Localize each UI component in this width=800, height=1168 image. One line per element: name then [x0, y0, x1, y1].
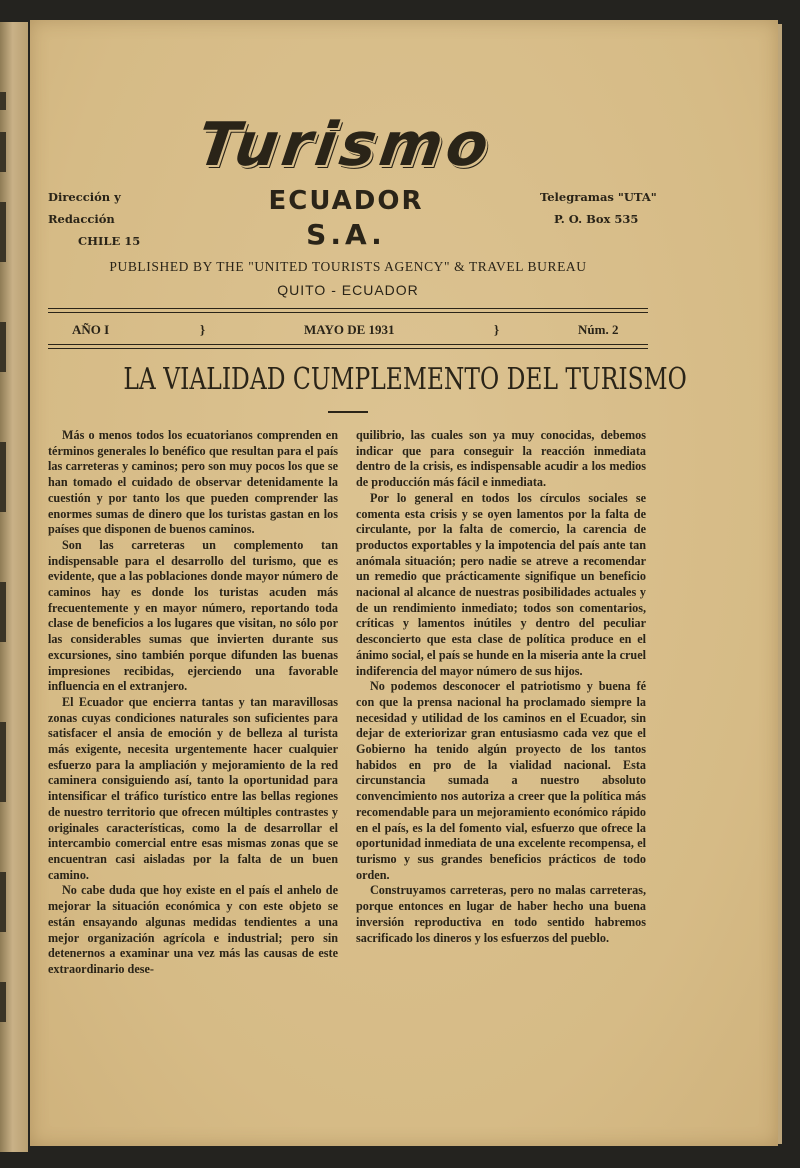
editorial-address — [48, 186, 178, 252]
binding-mark — [0, 982, 6, 1022]
paragraph: El Ecuador que encierra tantas y tan maravillosas zonas cuyas condiciones naturales son suficientes para satisfacer el ansia de emoción y de belleza al turista más exigente, necesita urgentemente hacer cualquier esfuerzo para la ampliación y mejoramiento de la red caminera consiguiendo así, tanto la oportunidad para intensificar el tráfico turístico entre las bellas regiones de nuestro territorio que ofrecen múltiples contrastes y originales características, como la de desarrollar el intercambio comercial entre esas mismas zonas que se encuentran casi aisladas por la falta de un buen camino. — [48, 694, 338, 882]
telegram-label: Telegramas "UTA" — [540, 190, 657, 204]
paragraph: No podemos desconocer el patriotismo y buena fé con que la prensa nacional ha proclamado siempre la necesidad y utilidad de los caminos en el Ecuador, sin dejar de exteriorizar gran entusiasmo cada vez que el Gobierno ha tenido algún proyecto de los tantos habidos en pro de la vialidad nacional. Esta circunstancia sumada a nuestro absoluto convencimiento nos autoriza a creer que la política más recomendable para un mejoramiento económico rápido en el país, es la del fomento vial, esfuerzo que ofrece la oportunidad inmediata de una excelente recompensa, el turismo y sus grandes beneficios prácticos de todo orden. — [356, 679, 646, 882]
masthead-subtitle: ECUADOR — [268, 186, 424, 216]
binding-mark — [0, 202, 6, 262]
issue-date: MAYO DE 1931 — [304, 322, 395, 337]
publisher-line: PUBLISHED BY THE "UNITED TOURISTS AGENCY" & TRAVEL BUREAU — [109, 259, 587, 274]
paragraph: No cabe duda que hoy existe en el país el anhelo de mejorar la situación económica y con este objeto se están ensayando algunas medidas tendientes a una mejor organización agrícola e industrial; pero sin detenernos a examinar una vez más las causas de este extraordinario dese- — [48, 883, 338, 976]
issue-number: Núm. 2 — [578, 322, 619, 337]
article-column-left — [48, 428, 338, 978]
po-box: P. O. Box 535 — [554, 212, 639, 226]
binding-mark — [0, 132, 6, 172]
masthead-title: Turismo — [193, 110, 497, 180]
paragraph-continuation: quilibrio, las cuales son ya muy conocidas, debemos indicar que para conseguir la reacción inmediata dentro de la crisis, es indispensable acudir a los medios de producción más fácil e inmediata. — [356, 428, 646, 490]
masthead-company: S.A. — [306, 218, 386, 251]
rule-bottom-double — [48, 348, 648, 349]
rule-top — [48, 308, 648, 309]
dateline-brace: } — [200, 322, 206, 337]
headline-rule — [328, 411, 368, 413]
paragraph: Son las carreteras un complemento tan indispensable para el desarrollo del turismo, que es evidente, que a las poblaciones donde mayor número de caminos hay es donde los turistas acuden más frecuentemente y en mayor número, reportando toda clase de beneficios a los lugares que visitan, no sólo por las considerables sumas que invierten durante sus excursiones, sino también porque difunden las buenas impresiones recibidas, ejerciendo una favorable influencia en el extranjero. — [48, 537, 338, 694]
binding-mark — [0, 322, 6, 372]
binding-mark — [0, 722, 6, 802]
binding-mark — [0, 92, 6, 110]
rule-bottom — [48, 344, 648, 345]
paragraph: Más o menos todos los ecuatorianos comprenden en términos generales lo benéfico que resultan para el país las carreteras y caminos; pero son muy pocos los que se han tomado el cuidado de observar detenidamente la cuestión y por tanto los que pueden comprender las enormes sumas de dinero que los turistas gastan en los países que disponen de buenos caminos. — [48, 428, 338, 537]
binding-mark — [0, 872, 6, 932]
binding-mark — [0, 582, 6, 642]
dateline — [48, 320, 648, 340]
editorial-street: CHILE 15 — [78, 234, 141, 248]
binding-strip — [0, 22, 28, 1152]
city-line: QUITO - ECUADOR — [277, 282, 419, 298]
issue-year: AÑO I — [72, 322, 110, 337]
paragraph: Por lo general en todos los círculos sociales se comenta esta crisis y se oyen lamentos por la falta de circulante, por la falta de comercio, la carencia de productos exportables y la impotencia del país ante tan anómala situación; pero nadie se atreve a recomendar un remedio que prácticamente signifique un beneficio nacional al alcance de nuestras posibilidades actuales y de un rendimiento inmediato; todos son comentarios, críticas y lamentos inútiles y dentro del peculiar desconcierto que esta clase de política produce en el ánimo social, el país se hunde en la miseria ante la cruel indiferencia del mayor número de sus hijos. — [356, 490, 646, 678]
article-headline: LA VIALIDAD CUMPLEMENTO DEL TURISMO — [123, 362, 687, 397]
editorial-label: Dirección y Redacción — [48, 190, 121, 226]
dateline-brace: } — [494, 322, 500, 337]
rule-top-double — [48, 312, 648, 313]
article-column-right — [356, 428, 646, 946]
paragraph: Construyamos carreteras, pero no malas carreteras, porque entonces en lugar de haber hecho una buena inversión reproductiva en todo sentido habremos sacrificado los dineros y los esfuerzos del pueblo. — [356, 883, 646, 945]
telegram-address — [540, 186, 670, 230]
binding-mark — [0, 442, 6, 512]
